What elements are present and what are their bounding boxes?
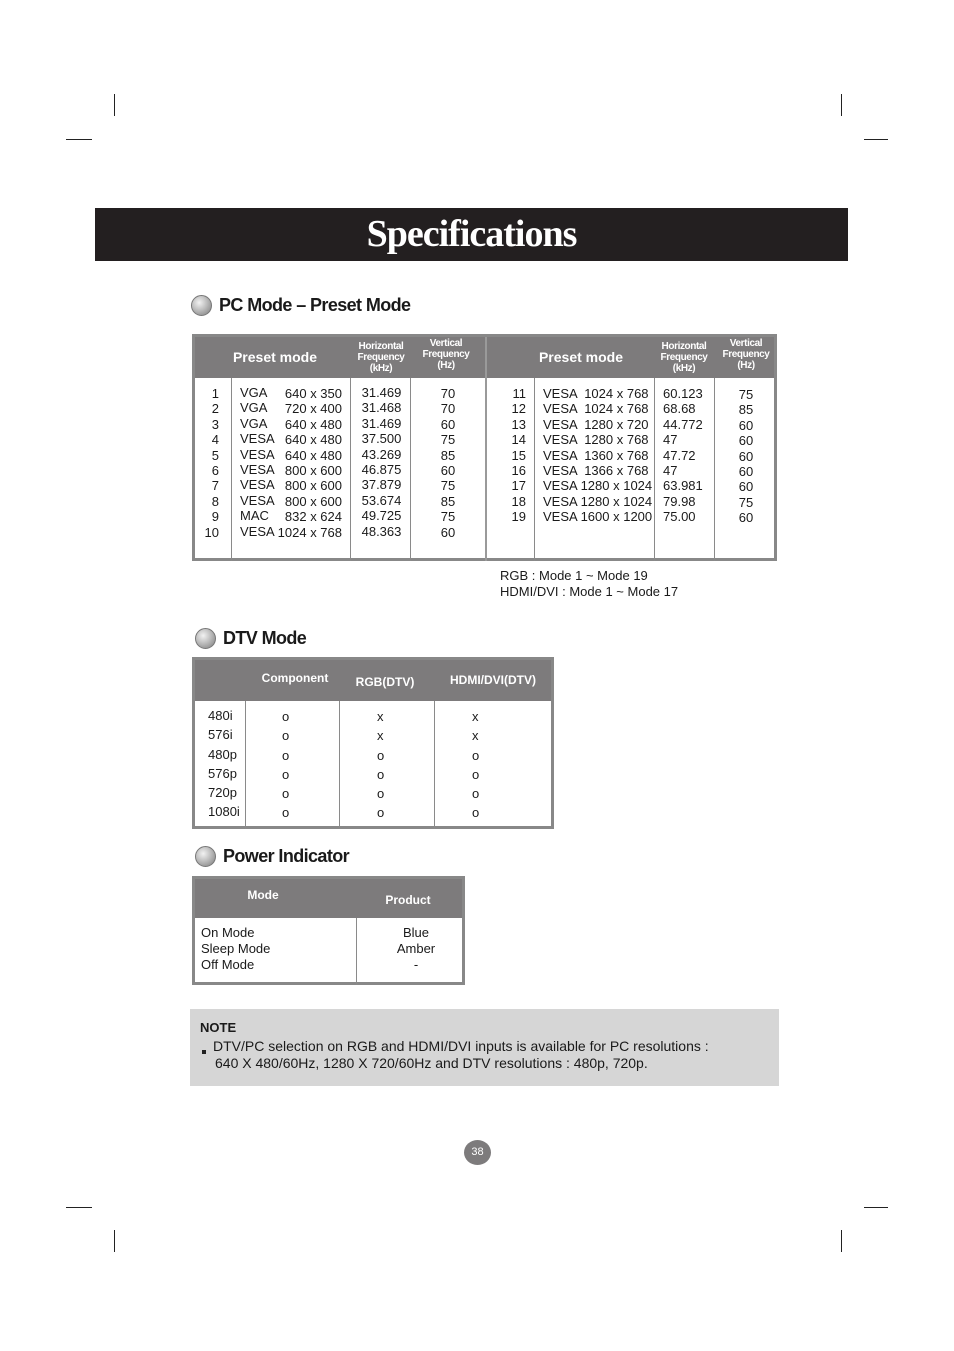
pc-mode-heading (191, 295, 410, 316)
section-bullet-icon (195, 846, 216, 867)
header-horizontal-right: Horizontal Frequency (kHz) (660, 341, 708, 374)
pc-mode-vertical-right: 75 85 60 60 60 60 60 75 60 (738, 387, 754, 526)
pc-mode-numbers-right: 11 12 13 14 15 16 17 18 19 (511, 386, 526, 525)
column-divider (339, 701, 340, 829)
column-divider (654, 378, 655, 561)
dtv-mode-heading (195, 628, 306, 649)
header-product: Product (385, 892, 431, 907)
dtv-mode-table (192, 657, 554, 829)
header-preset-mode-right: Preset mode (538, 348, 624, 365)
header-vertical-left: Vertical Frequency (Hz) (422, 338, 470, 371)
footnote-rgb: RGB : Mode 1 ~ Mode 19 (500, 568, 648, 583)
page-title: Specifications (366, 213, 577, 255)
header-mode: Mode (247, 887, 279, 902)
pc-mode-table (192, 334, 777, 561)
column-divider (231, 378, 232, 561)
page-number: 38 (464, 1140, 491, 1165)
dtv-hdmi-values: x x o o o o (472, 709, 480, 821)
crop-mark (864, 1207, 888, 1208)
pc-mode-numbers-left: 1 2 3 4 5 6 7 8 9 10 (204, 386, 219, 540)
pc-mode-heading-label: PC Mode – Preset Mode (219, 295, 411, 315)
header-component: Component (261, 670, 329, 685)
pc-mode-names-left: VGA VGA VGA VESA VESA VESA VESA VESA MAC VESA (240, 385, 275, 539)
crop-mark (66, 139, 92, 140)
note-line-2: 640 X 480/60Hz, 1280 X 720/60Hz and DTV resolutions : 480p, 720p. (215, 1055, 648, 1071)
note-title: NOTE (200, 1020, 237, 1035)
pc-mode-vertical-left: 70 70 60 75 85 60 75 85 75 60 (440, 386, 456, 540)
footnote-hdmi: HDMI/DVI : Mode 1 ~ Mode 17 (500, 584, 679, 599)
power-table-header (195, 879, 462, 918)
crop-mark (841, 94, 842, 116)
power-modes: On Mode Sleep Mode Off Mode (201, 925, 271, 972)
dtv-table-header (195, 660, 551, 701)
section-bullet-icon (191, 295, 212, 316)
pc-mode-resolutions-left: 640 x 350 720 x 400 640 x 480 640 x 480 640 x 480 800 x 600 800 x 600 800 x 600 832 x 624 1024 x 768 (277, 386, 342, 540)
header-horizontal-left: Horizontal Frequency (kHz) (357, 341, 405, 374)
dtv-rgb-values: x x o o o o (377, 709, 385, 821)
power-indicator-table (192, 876, 465, 985)
header-rgb-dtv: RGB(DTV) (355, 674, 415, 689)
column-divider (534, 378, 535, 561)
pc-mode-horizontal-right: 60.123 68.68 44.772 47 47.72 47 63.981 79.98 75.00 (663, 386, 703, 525)
note-box (190, 1009, 779, 1086)
power-products: Blue Amber - (396, 925, 436, 972)
crop-mark (841, 1230, 842, 1252)
crop-mark (66, 1207, 92, 1208)
crop-mark (114, 1230, 115, 1252)
dtv-modes: 480i 576i 480p 576p 720p 1080i (208, 708, 240, 820)
column-divider (410, 378, 411, 561)
dtv-mode-heading-label: DTV Mode (223, 628, 307, 648)
header-vertical-right: Vertical Frequency (Hz) (722, 338, 770, 371)
column-divider (485, 337, 487, 561)
column-divider (245, 701, 246, 829)
pc-mode-horizontal-left: 31.469 31.468 31.469 37.500 43.269 46.875 37.879 53.674 49.725 48.363 (361, 385, 402, 539)
page-title-bar (95, 208, 848, 261)
dtv-component-values: o o o o o o (282, 709, 290, 821)
column-divider (714, 378, 715, 561)
column-divider (434, 701, 435, 829)
power-indicator-heading (195, 846, 349, 867)
column-divider (350, 378, 351, 561)
power-indicator-heading-label: Power Indicator (223, 846, 350, 866)
crop-mark (114, 94, 115, 116)
note-line-1: DTV/PC selection on RGB and HDMI/DVI inputs is available for PC resolutions : (213, 1038, 709, 1054)
header-preset-mode-left: Preset mode (232, 348, 318, 365)
header-hdmi-dvi-dtv: HDMI/DVI(DTV) (450, 672, 536, 687)
note-bullet-icon (202, 1050, 206, 1054)
pc-mode-names-right: VESA 1024 x 768 VESA 1024 x 768 VESA 1280 x 720 VESA 1280 x 768 VESA 1360 x 768 VESA 1366 x 768 VESA 1280 x 1024 VESA 1280 x 1024 VESA 1600 x 1200 (543, 386, 653, 525)
section-bullet-icon (195, 628, 216, 649)
crop-mark (864, 139, 888, 140)
